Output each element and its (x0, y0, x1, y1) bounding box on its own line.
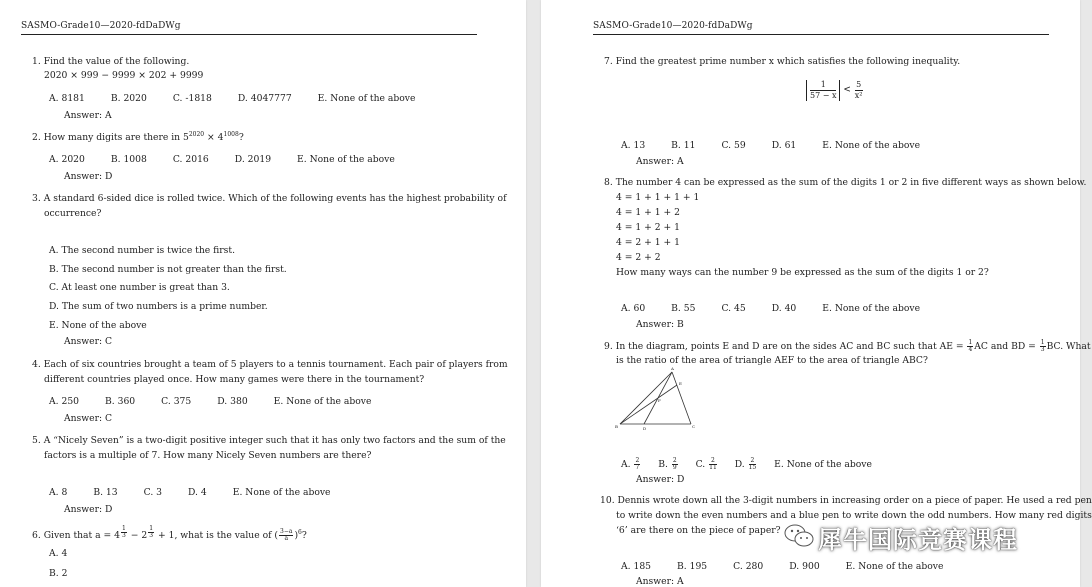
numerator: 3−a (280, 528, 293, 535)
numerator: 2 (711, 457, 715, 464)
numerator: 5 (856, 80, 862, 89)
option: C. -1818 (172, 93, 212, 104)
option (735, 459, 758, 470)
option: A. 13 (621, 140, 646, 151)
text: BC. What (1046, 341, 1091, 352)
question-text: occurrence? (44, 208, 102, 219)
option: C. 2016 (172, 154, 209, 165)
question-10 (600, 495, 1092, 506)
vertex-label: E (679, 381, 682, 386)
text: How many digits are there in 5 (43, 132, 189, 143)
text: × 4 (204, 132, 224, 143)
question-8-options (621, 303, 946, 314)
question-text: The number 4 can be expressed as the sum of the digits 1 or 2 in five different ways as shown below. (615, 177, 1087, 188)
question-text (44, 132, 244, 143)
page-right (541, 0, 1092, 587)
option: D. 40 (771, 303, 797, 314)
question-text: Dennis wrote down all the 3-digit numbers in increasing order on a piece of paper. He used a red pen (617, 495, 1092, 506)
question-5 (32, 435, 506, 446)
question-text (616, 341, 1091, 352)
question-7-options (621, 140, 946, 151)
fraction (967, 340, 973, 353)
question-number: 9. (604, 341, 613, 352)
question-number: 1. (32, 56, 41, 67)
option: A. 4 (49, 548, 68, 559)
fraction (634, 458, 640, 471)
option: C. 45 (721, 303, 746, 314)
question-10-options (621, 561, 969, 572)
option: B. 55 (671, 303, 696, 314)
question-number: 3. (32, 193, 41, 204)
option: A. 250 (49, 396, 80, 407)
option: A. 185 (621, 561, 652, 572)
denominator: 4 (968, 346, 973, 353)
question-1-options (49, 93, 441, 104)
denominator: 9 (672, 464, 677, 471)
text: − 2 (127, 530, 148, 541)
option: E. None of the above (845, 561, 944, 572)
question-number: 10. (600, 495, 615, 506)
denominator: 15 (748, 464, 757, 471)
question-1-expression: 2020 × 999 − 9999 × 202 + 9999 (44, 70, 204, 81)
question-6 (32, 526, 307, 542)
option: A. 2020 (49, 154, 85, 165)
vertex-label: F (658, 398, 661, 403)
answer: Answer: A (636, 156, 684, 167)
numerator: 1 (149, 525, 154, 532)
way-line: 4 = 1 + 1 + 2 (616, 207, 680, 218)
fraction (672, 458, 678, 471)
question-4 (32, 359, 508, 370)
question-text (43, 525, 307, 542)
option: D. 4047777 (237, 93, 292, 104)
question-text: Find the value of the following. (43, 56, 190, 67)
question-5-options (49, 487, 356, 498)
option: C. At least one number is great than 3. (49, 282, 230, 293)
denominator: a (284, 535, 289, 542)
question-text: How many ways can the number 9 be expressed as the sum of the digits 1 or 2? (616, 267, 989, 278)
question-text: A standard 6-sided dice is rolled twice. Which of the following events has the highest probability of (43, 193, 507, 204)
option: D. 4 (188, 487, 207, 498)
option: A. 8 (49, 487, 68, 498)
text: AC and BD = (974, 341, 1039, 352)
option: E. None of the above (774, 459, 872, 470)
vertex-label: C (692, 424, 696, 429)
answer: Answer: D (64, 504, 113, 515)
question-text: different countries played once. How many games were there in the tournament? (44, 374, 425, 385)
question-4-options (49, 396, 397, 407)
text: Given that a = 4 (43, 530, 121, 541)
question-3 (32, 193, 506, 204)
text: ) (294, 530, 299, 541)
option-letter: A. (621, 459, 631, 470)
option: E. None of the above (822, 303, 921, 314)
fraction (810, 80, 836, 101)
exponent: 2020 (188, 131, 205, 138)
question-text: ‘6’ are there on the piece of paper? (616, 525, 781, 536)
option: D. 61 (771, 140, 797, 151)
fraction (121, 526, 127, 539)
page-header: SASMO-Grade10—2020-fdDaDWg (593, 21, 1049, 35)
triangle-diagram (613, 366, 697, 432)
option: E. None of the above (317, 93, 416, 104)
denominator: 3 (122, 532, 126, 539)
numerator: 1 (810, 80, 836, 91)
way-line: 4 = 1 + 2 + 1 (616, 222, 680, 233)
option: D. The sum of two numbers is a prime number. (49, 301, 268, 312)
way-line: 4 = 2 + 2 (616, 252, 661, 263)
option: E. None of the above (297, 154, 395, 165)
question-text: Find the greatest prime number x which satisfies the following inequality. (615, 56, 961, 67)
exponent: 6 (298, 529, 302, 536)
way-line: 4 = 2 + 1 + 1 (616, 237, 680, 248)
answer: Answer: A (636, 576, 684, 587)
fraction (855, 80, 863, 101)
option: D. 900 (789, 561, 820, 572)
fraction (749, 458, 757, 471)
option: B. 195 (677, 561, 708, 572)
question-text: is the ratio of the area of triangle AEF to the area of triangle ABC? (616, 355, 928, 366)
denominator: 57 − x (810, 91, 837, 100)
option: E. None of the above (822, 140, 921, 151)
option: C. 3 (143, 487, 163, 498)
question-2 (32, 132, 244, 143)
question-number: 5. (32, 435, 41, 446)
denominator: 11 (709, 464, 717, 471)
question-9 (604, 340, 1091, 353)
option: C. 375 (161, 396, 192, 407)
option: B. 360 (105, 396, 136, 407)
question-1 (32, 56, 189, 67)
numerator: 1 (1040, 339, 1045, 346)
exponent: 1008 (223, 131, 239, 138)
option-letter: B. (658, 459, 668, 470)
answer: Answer: B (636, 319, 684, 330)
answer: Answer: D (64, 171, 113, 182)
option: B. 2 (49, 568, 68, 579)
option: D. 2019 (234, 154, 272, 165)
option: E. None of the above (232, 487, 331, 498)
vertex-label: B (615, 424, 618, 429)
question-number: 7. (604, 56, 613, 67)
question-8 (604, 177, 1086, 188)
option: A. The second number is twice the first. (49, 245, 235, 256)
question-number: 6. (32, 530, 41, 541)
denominator: x² (854, 91, 863, 100)
fraction (709, 458, 717, 471)
wechat-icon (783, 522, 815, 550)
page-left (0, 0, 526, 587)
option: C. 280 (733, 561, 764, 572)
option: B. 1008 (110, 154, 147, 165)
fraction (148, 526, 154, 539)
answer: Answer: C (64, 413, 113, 424)
question-text: factors is a multiple of 7. How many Nicely Seven numbers are there? (44, 450, 372, 461)
option (621, 459, 641, 470)
text: ? (238, 132, 244, 143)
question-text: A “Nicely Seven” is a two-digit positive integer such that it has only two factors and the sum of the (43, 435, 506, 446)
option: B. The second number is not greater than the first. (49, 264, 287, 275)
question-9-options (621, 458, 872, 471)
option (696, 459, 718, 470)
option: A. 8181 (49, 93, 85, 104)
question-text: Each of six countries brought a team of 5 players to a tennis tournament. Each pair of players from (43, 359, 508, 370)
less-than-sign: < (843, 85, 851, 95)
vertex-label: A (671, 366, 674, 371)
question-number: 2. (32, 132, 41, 143)
fraction (1040, 340, 1046, 353)
numerator: 2 (635, 457, 640, 464)
question-number: 4. (32, 359, 41, 370)
option-letter: C. (695, 459, 706, 470)
option: B. 13 (93, 487, 118, 498)
option (658, 459, 678, 470)
way-line: 4 = 1 + 1 + 1 + 1 (616, 192, 700, 203)
vertex-label: D (643, 426, 647, 431)
text: ? (301, 530, 307, 541)
option: C. 59 (721, 140, 746, 151)
option: A. 60 (621, 303, 646, 314)
option: D. 380 (217, 396, 248, 407)
numerator: 1 (968, 339, 973, 346)
option: E. None of the above (273, 396, 372, 407)
denominator: 3 (1040, 346, 1045, 353)
option: B. 2020 (110, 93, 147, 104)
page-header: SASMO-Grade10—2020-fdDaDWg (21, 21, 477, 35)
answer: Answer: A (64, 110, 112, 121)
option: E. None of the above (49, 320, 147, 331)
option: B. 11 (671, 140, 696, 151)
inequality (806, 80, 864, 101)
answer: Answer: D (636, 474, 685, 485)
numerator: 1 (122, 525, 126, 532)
question-7 (604, 56, 960, 67)
question-number: 8. (604, 177, 613, 188)
question-2-options (49, 154, 421, 165)
answer: Answer: C (64, 336, 113, 347)
text: + 1, what is the value of ( (155, 530, 279, 541)
option-letter: D. (734, 459, 745, 470)
denominator: 7 (635, 464, 640, 471)
numerator: 2 (672, 457, 677, 464)
numerator: 2 (750, 457, 755, 464)
denominator: 3 (149, 532, 154, 539)
fraction (279, 529, 293, 542)
text: In the diagram, points E and D are on the sides AC and BC such that AE = (615, 341, 967, 352)
question-text: to write down the even numbers and a blue pen to write down the odd numbers. How many red digits (616, 510, 1092, 521)
watermark-text: 犀牛国际竞赛课程 (818, 526, 1018, 554)
